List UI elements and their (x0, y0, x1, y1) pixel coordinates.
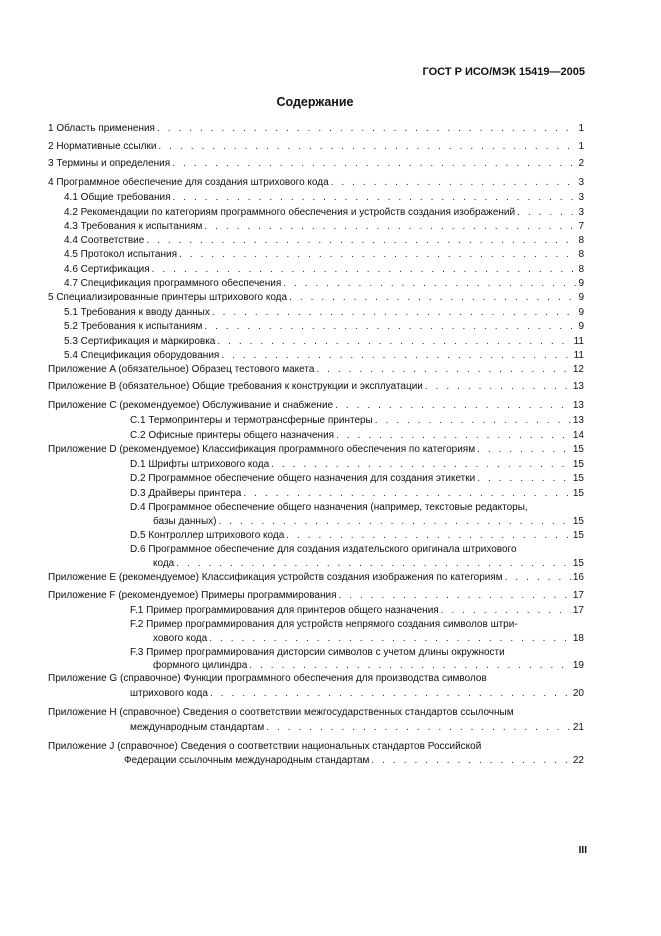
toc-entry[interactable]: C.1 Термопринтеры и термотрансферные принтеры . . . 13 (130, 415, 584, 427)
toc-entry[interactable]: Приложение F (рекомендуемое) Примеры программирования . . . 17 (48, 590, 584, 602)
toc-entry[interactable]: 5.1 Требования к вводу данных . . . 9 (64, 307, 584, 319)
toc-entry[interactable]: D.5 Контроллер штрихового кода . . . 15 (130, 530, 584, 542)
page-number: III (578, 845, 587, 856)
toc-entry[interactable]: 4.7 Спецификация программного обеспечения . . . 9 (64, 278, 584, 290)
toc-entry[interactable]: международным стандартам . . . 21 (130, 722, 584, 734)
toc-entry[interactable]: Приложение E (рекомендуемое) Классификация устройств создания изображения по категориям . . . 16 (48, 572, 584, 584)
toc-entry[interactable]: 5.3 Сертификация и маркировка . . . 11 (64, 336, 584, 348)
toc-entry-line: D.4 Программное обеспечение общего назначения (например, текстовые редакторы, (130, 502, 528, 513)
toc-entry[interactable]: базы данных) . . . 15 (153, 516, 584, 528)
toc-entry-line: Приложение G (справочное) Функции программного обеспечения для производства символов (48, 673, 487, 684)
toc-entry[interactable]: 4 Программное обеспечение для создания штрихового кода . . . 3 (48, 177, 584, 189)
toc-entry[interactable]: 4.5 Протокол испытания . . . 8 (64, 249, 584, 261)
toc-entry[interactable]: 1 Область применения . . . 1 (48, 123, 584, 135)
toc-entry-line: F.3 Пример программирования дисторсии символов с учетом длины окружности (130, 647, 505, 658)
toc-entry[interactable]: D.2 Программное обеспечение общего назначения для создания этикетки . . . 15 (130, 473, 584, 485)
toc-entry[interactable]: C.2 Офисные принтеры общего назначения . . . 14 (130, 430, 584, 442)
toc-entry[interactable]: 4.6 Сертификация . . . 8 (64, 264, 584, 276)
toc-entry[interactable]: Приложение D (рекомендуемое) Классификация программного обеспечения по категориям . . . 15 (48, 444, 584, 456)
toc-entry[interactable]: 4.2 Рекомендации по категориям программного обеспечения и устройств создания изображений . . . 3 (64, 207, 584, 219)
toc-entry-line: Приложение H (справочное) Сведения о соответствии межгосударственных стандартов ссылочным (48, 707, 514, 718)
toc-entry[interactable]: 3 Термины и определения . . . 2 (48, 158, 584, 170)
toc-entry-line: F.2 Пример программирования для устройств непрямого создания символов штри- (130, 619, 518, 630)
toc-entry[interactable]: 5.4 Спецификация оборудования . . . 11 (64, 350, 584, 362)
toc-entry[interactable]: 5.2 Требования к испытаниям . . . 9 (64, 321, 584, 333)
document-header: ГОСТ Р ИСО/МЭК 15419—2005 (422, 66, 585, 78)
toc-entry[interactable]: 5 Специализированные принтеры штрихового кода . . . 9 (48, 292, 584, 304)
toc-entry-line: D.6 Программное обеспечение для создания издательского оригинала штрихового (130, 544, 517, 555)
toc-entry[interactable]: формного цилиндра . . . 19 (153, 660, 584, 672)
toc-entry[interactable]: 2 Нормативные ссылки . . . 1 (48, 141, 584, 153)
toc-entry[interactable]: Приложение A (обязательное) Образец тестового макета . . . 12 (48, 364, 584, 376)
toc-entry[interactable]: Приложение B (обязательное) Общие требования к конструкции и эксплуатации . . . 13 (48, 381, 584, 393)
toc-entry[interactable]: F.1 Пример программирования для принтеров общего назначения . . . 17 (130, 605, 584, 617)
page-title: Содержание (276, 95, 354, 109)
toc-entry[interactable]: штрихового кода . . . 20 (130, 688, 584, 700)
toc-entry[interactable]: D.3 Драйверы принтера . . . 15 (130, 488, 584, 500)
toc-entry[interactable]: Приложение C (рекомендуемое) Обслуживание и снабжение . . . 13 (48, 400, 584, 412)
toc-entry[interactable]: 4.1 Общие требования . . . 3 (64, 192, 584, 204)
toc-entry[interactable]: 4.4 Соответствие . . . 8 (64, 235, 584, 247)
toc-entry[interactable]: 4.3 Требования к испытаниям . . . 7 (64, 221, 584, 233)
toc-entry[interactable]: D.1 Шрифты штрихового кода . . . 15 (130, 459, 584, 471)
toc-entry[interactable]: Федерации ссылочным международным стандартам . . . 22 (124, 755, 584, 767)
toc-entry[interactable]: хового кода . . . 18 (153, 633, 584, 645)
toc-entry-line: Приложение J (справочное) Сведения о соответствии национальных стандартов Российской (48, 741, 482, 752)
toc-entry[interactable]: кода . . . 15 (153, 558, 584, 570)
